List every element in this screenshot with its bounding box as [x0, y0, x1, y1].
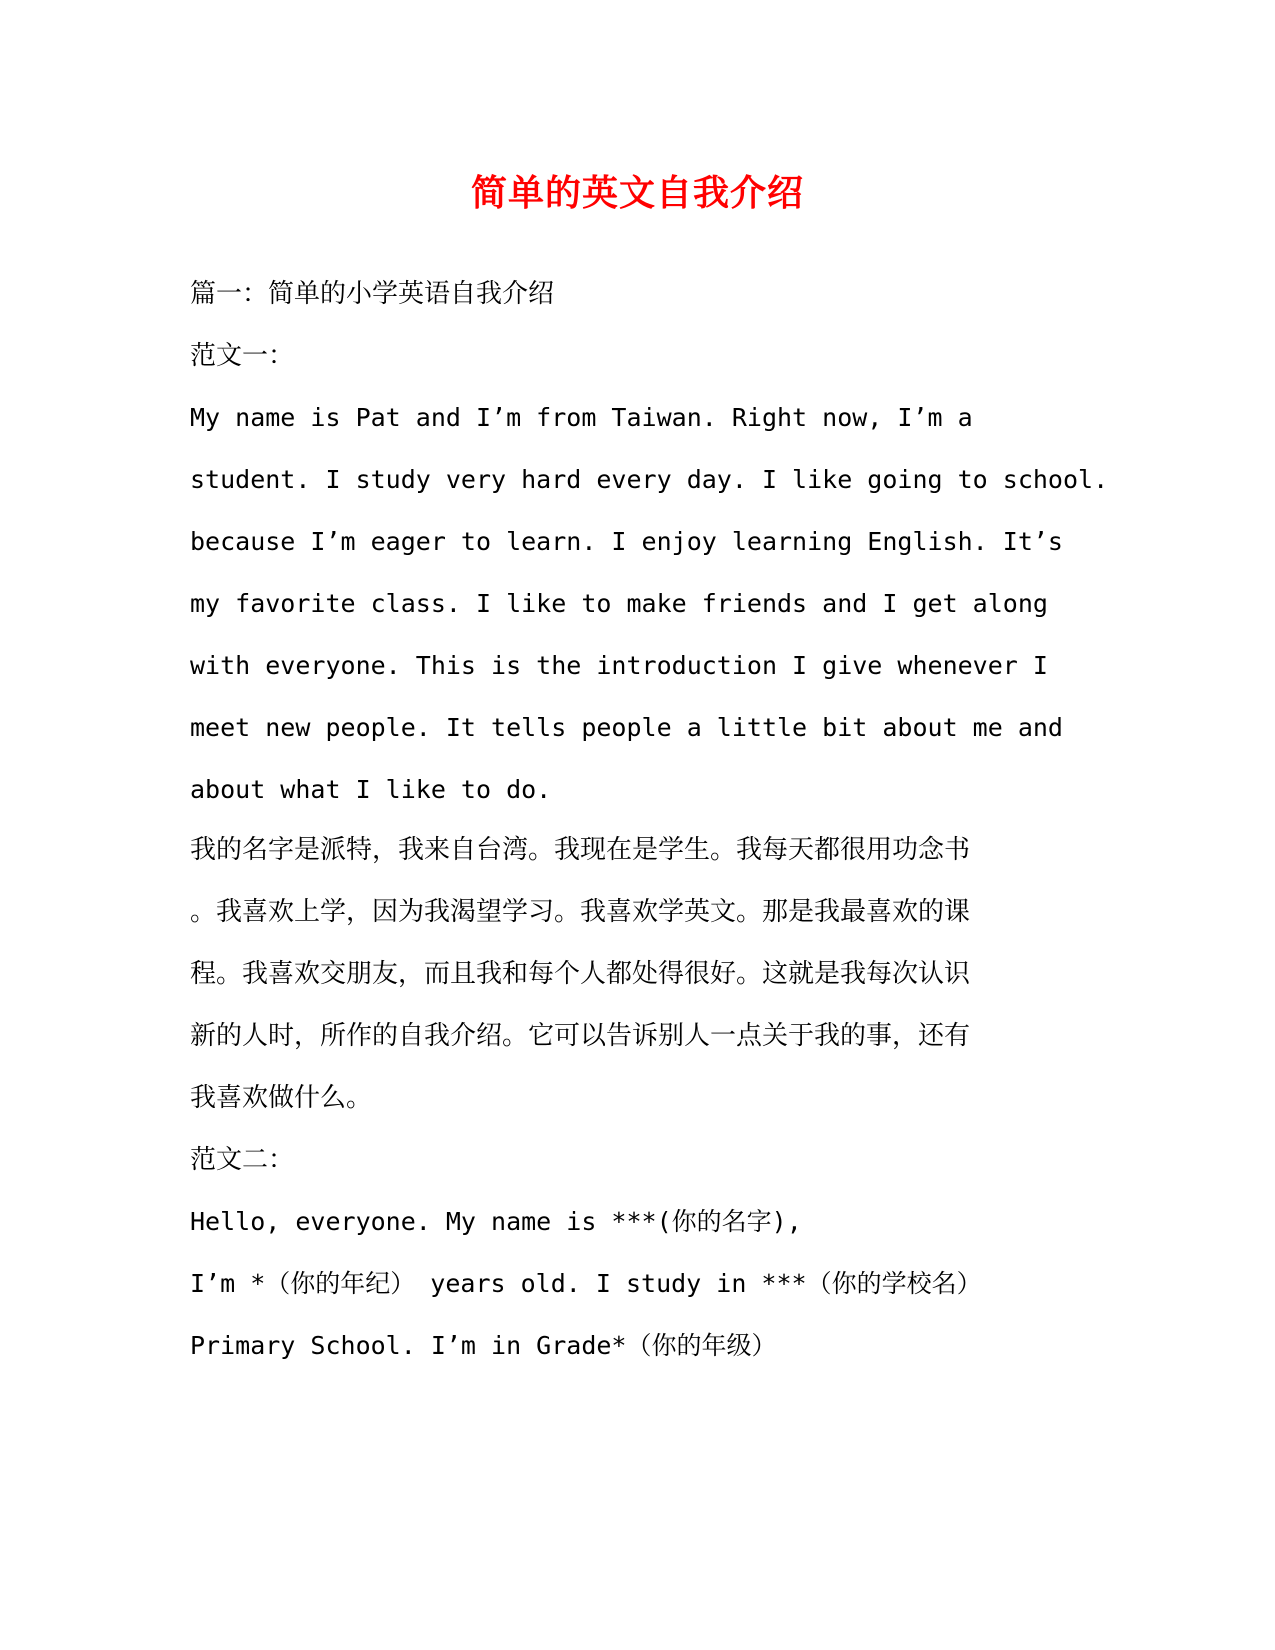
sample-label-two: 范文二： — [190, 1145, 295, 1175]
template-line-2: I’m *（你的年纪） years old. I study in ***（你的学校名） — [190, 1269, 982, 1298]
document-title: 简单的英文自我介绍 — [470, 173, 804, 214]
english-paragraph-line-6: meet new people. It tells people a little bit about me and — [190, 713, 1063, 742]
chinese-paragraph-line-1: 我的名字是派特，我来自台湾。我现在是学生。我每天都很用功念书 — [190, 835, 971, 865]
english-paragraph-line-5: with everyone. This is the introduction I give whenever I — [190, 651, 1048, 680]
english-paragraph-line-7: about what I like to do. — [190, 775, 552, 804]
chinese-paragraph-line-2: 。我喜欢上学，因为我渴望学习。我喜欢学英文。那是我最喜欢的课 — [190, 897, 971, 927]
section-heading: 篇一：简单的小学英语自我介绍 — [190, 279, 555, 309]
template-line-1: Hello, everyone. My name is ***(你的名字), — [190, 1207, 802, 1236]
chinese-paragraph-line-3: 程。我喜欢交朋友，而且我和每个人都处得很好。这就是我每次认识 — [190, 959, 971, 989]
chinese-paragraph-line-5: 我喜欢做什么。 — [190, 1083, 373, 1113]
english-paragraph-line-4: my favorite class. I like to make friends and I get along — [190, 589, 1048, 618]
sample-label-one: 范文一： — [190, 341, 295, 371]
english-paragraph-line-3: because I’m eager to learn. I enjoy learning English. It’s — [190, 527, 1063, 556]
english-paragraph-line-2: student. I study very hard every day. I like going to school. — [190, 465, 1109, 494]
english-paragraph-line-1: My name is Pat and I’m from Taiwan. Right now, I’m a — [190, 403, 973, 432]
chinese-paragraph-line-4: 新的人时，所作的自我介绍。它可以告诉别人一点关于我的事，还有 — [190, 1021, 971, 1051]
template-line-3: Primary School. I’m in Grade*（你的年级） — [190, 1331, 777, 1360]
